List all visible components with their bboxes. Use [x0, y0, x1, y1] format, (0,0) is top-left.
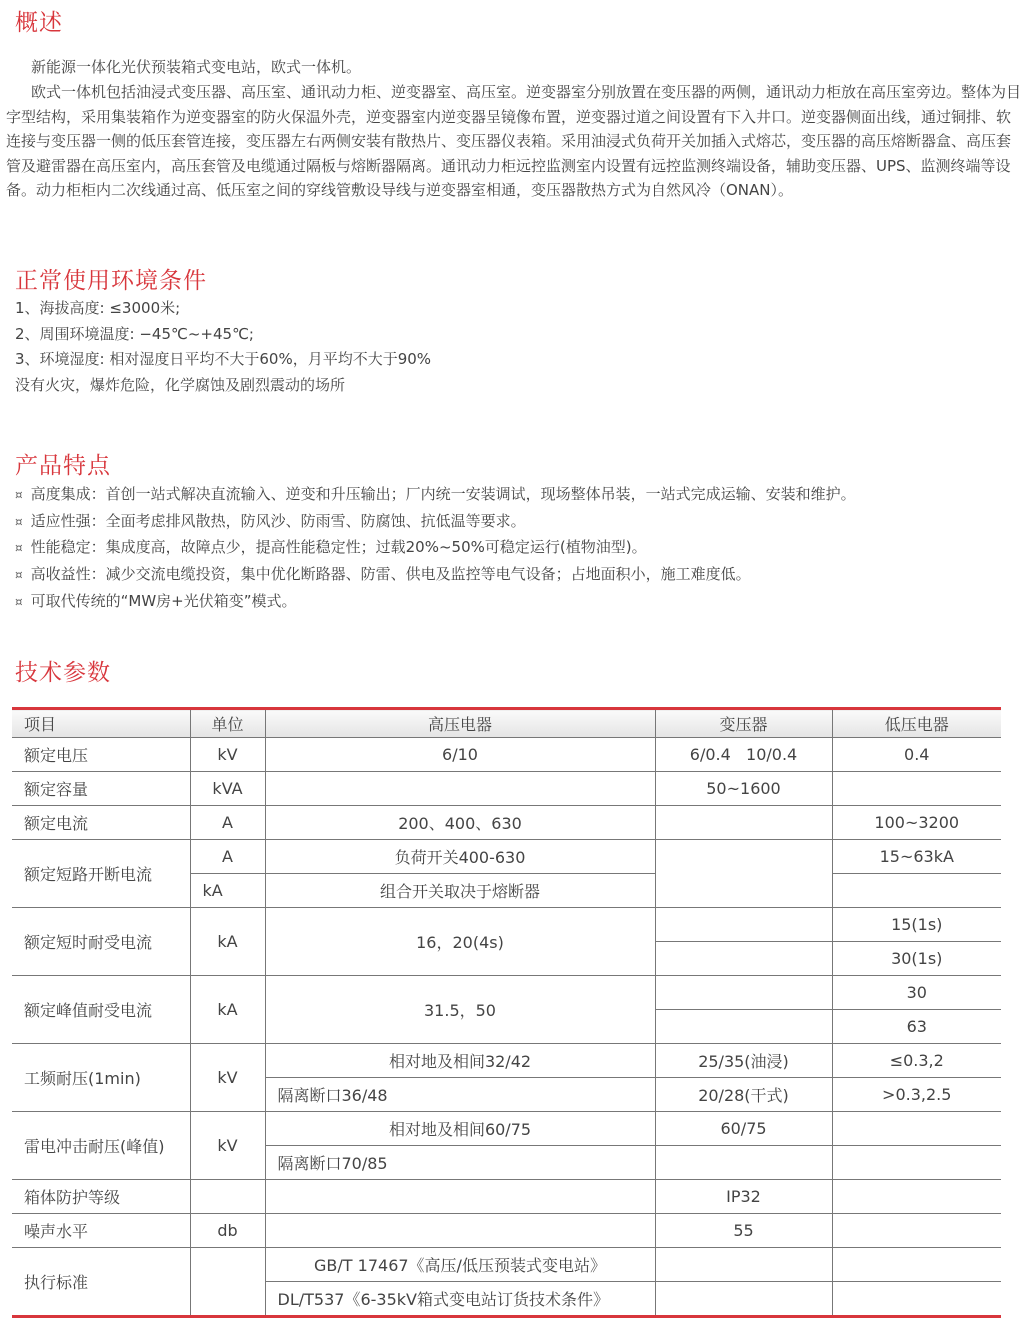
- table-cell: [655, 1146, 832, 1180]
- table-row: [12, 908, 1001, 942]
- table-cell: 项目: [12, 709, 190, 738]
- table-row: [12, 806, 1001, 840]
- table-cell: >0.3,2.5: [832, 1078, 1001, 1112]
- table-cell: [655, 806, 832, 840]
- table-cell: [832, 1112, 1001, 1146]
- table-cell: DL/T537《6-35kV箱式变电站订货技术条件》: [265, 1282, 655, 1317]
- table-cell: 工频耐压(1min): [12, 1044, 190, 1112]
- table-cell: db: [190, 1214, 265, 1248]
- table-cell: 60/75: [655, 1112, 832, 1146]
- table-cell: [655, 976, 832, 1010]
- env-item: 1、海拔高度: ≤3000米;: [15, 299, 181, 317]
- table-cell: 相对地及相间32/42: [265, 1044, 655, 1078]
- feature-item: ¤ 高收益性：减少交流电缆投资，集中优化断路器、防雷、供电及监控等电气设备；占地面积小，施工难度低。: [15, 565, 751, 584]
- bullet-icon: ¤: [15, 541, 23, 556]
- table-cell: 15(1s): [832, 908, 1001, 942]
- table-cell: [655, 942, 832, 976]
- table-row: [12, 1214, 1001, 1248]
- table-cell: kVA: [190, 772, 265, 806]
- table-cell: A: [190, 806, 265, 840]
- table-cell: [655, 1248, 832, 1282]
- table-cell: [265, 772, 655, 806]
- table-cell: 隔离断口36/48: [265, 1078, 655, 1112]
- table-cell: 额定电压: [12, 738, 190, 772]
- table-cell: [832, 1214, 1001, 1248]
- table-cell: 200、400、630: [265, 806, 655, 840]
- environment-list: [15, 296, 431, 398]
- feature-item: ¤ 性能稳定：集成度高，故障点少，提高性能稳定性；过载20%~50%可稳定运行(植物油型)。: [15, 538, 647, 557]
- bullet-icon: ¤: [15, 488, 23, 502]
- table-cell: 低压电器: [832, 709, 1001, 738]
- table-row: [12, 840, 1001, 874]
- table-cell: 噪声水平: [12, 1214, 190, 1248]
- table-row: [12, 1248, 1001, 1282]
- table-cell: 30(1s): [832, 942, 1001, 976]
- table-cell: kA: [190, 908, 265, 976]
- environment-heading: 正常使用环境条件: [15, 268, 207, 294]
- table-cell: 0.4: [832, 738, 1001, 772]
- env-item: 3、环境湿度: 相对湿度日平均不大于60%，月平均不大于90%: [15, 350, 432, 368]
- features-heading: 产品特点: [15, 453, 111, 479]
- overview-body: 欧式一体机包括油浸式变压器、高压室、通讯动力柜、逆变器室、高压室。逆变器室分别放置在变压器的两侧，通讯动力柜放在高压室旁边。整体为目字型结构，采用集装箱作为逆变器室的防火保温外壳，逆变器室内逆变器呈镜像布置，逆变器过道之间设置有下入井口。逆变器侧面出线，通过铜排、软连接与变压器一侧的低压套管连接，变压器左右两侧安装有散热片、变压器仪表箱。采用油浸式负荷开关加插入式熔芯，变压器的高压熔断器盒、高压套管及避雷器在高压室内，高压套管及电缆通过隔板与熔断器隔离。通讯动力柜远控监测室内设置有远控监测终端设备，辅助变压器、UPS、监测终端等设备。动力柜柜内二次线通过高、低压室之间的穿线管敷设导线与逆变器室相通，变压器散热方式为自然风冷（ONAN）。: [6, 83, 1022, 199]
- table-cell: 16，20(4s): [265, 908, 655, 976]
- table-cell: 20/28(干式): [655, 1078, 832, 1112]
- table-cell: 组合开关取决于熔断器: [265, 874, 655, 908]
- bullet-icon: ¤: [15, 594, 23, 609]
- table-cell: 相对地及相间60/75: [265, 1112, 655, 1146]
- overview-heading: 概述: [15, 10, 63, 36]
- table-row: [12, 976, 1001, 1010]
- table-cell: 25/35(油浸): [655, 1044, 832, 1078]
- table-cell: A: [190, 840, 265, 874]
- table-cell: 额定短时耐受电流: [12, 908, 190, 976]
- table-cell: kA: [190, 976, 265, 1044]
- table-cell: 箱体防护等级: [12, 1180, 190, 1214]
- features-list: [15, 482, 856, 616]
- table-cell: 6/0.4 10/0.4: [655, 738, 832, 772]
- table-cell: kV: [190, 1044, 265, 1112]
- table-cell: [832, 1248, 1001, 1282]
- table-cell: [832, 874, 1001, 908]
- table-cell: [655, 840, 832, 908]
- env-item: 没有火灾，爆炸危险，化学腐蚀及剧烈震动的场所: [15, 375, 346, 394]
- table-row: [12, 1112, 1001, 1146]
- table-cell: 额定容量: [12, 772, 190, 806]
- params-table: [12, 707, 1001, 1318]
- table-cell: 负荷开关400-630: [265, 840, 655, 874]
- overview-intro: 新能源一体化光伏预装箱式变电站，欧式一体机。: [31, 58, 362, 76]
- feature-item: ¤ 高度集成：首创一站式解决直流输入、逆变和升压输出；厂内统一安装调试，现场整体吊装，一站式完成运输、安装和维护。: [15, 485, 856, 503]
- table-cell: 100~3200: [832, 806, 1001, 840]
- table-row: [12, 738, 1001, 772]
- table-header: [12, 709, 1001, 738]
- table-cell: 雷电冲击耐压(峰值): [12, 1112, 190, 1180]
- table-cell: 55: [655, 1214, 832, 1248]
- table-cell: GB/T 17467《高压/低压预装式变电站》: [265, 1248, 655, 1282]
- env-item: 2、周围环境温度: −45℃~+45℃;: [15, 324, 254, 343]
- table-cell: [190, 1180, 265, 1214]
- feature-item: ¤ 可取代传统的“MW房+光伏箱变”模式。: [15, 591, 297, 610]
- table-cell: 高压电器: [265, 709, 655, 738]
- table-cell: 63: [832, 1010, 1001, 1044]
- table-cell: 额定峰值耐受电流: [12, 976, 190, 1044]
- table-cell: 隔离断口70/85: [265, 1146, 655, 1180]
- table-cell: [655, 1282, 832, 1317]
- table-cell: 变压器: [655, 709, 832, 738]
- feature-item: ¤ 适应性强：全面考虑排风散热，防风沙、防雨雪、防腐蚀、抗低温等要求。: [15, 511, 526, 530]
- table-cell: 执行标准: [12, 1248, 190, 1317]
- table-cell: [265, 1180, 655, 1214]
- table-cell: [832, 1282, 1001, 1317]
- table-cell: [265, 1214, 655, 1248]
- table-cell: [832, 1146, 1001, 1180]
- table-cell: [655, 1010, 832, 1044]
- bullet-icon: ¤: [15, 568, 23, 583]
- table-cell: kA: [190, 874, 265, 908]
- table-cell: 单位: [190, 709, 265, 738]
- params-heading: 技术参数: [15, 660, 111, 686]
- table-cell: 50~1600: [655, 772, 832, 806]
- table-cell: [832, 1180, 1001, 1214]
- table-row: [12, 1044, 1001, 1078]
- table-cell: 31.5，50: [265, 976, 655, 1044]
- table-cell: IP32: [655, 1180, 832, 1214]
- table-cell: 额定电流: [12, 806, 190, 840]
- table-cell: [832, 772, 1001, 806]
- table-cell: kV: [190, 738, 265, 772]
- table-row: [12, 1180, 1001, 1214]
- bullet-icon: ¤: [15, 514, 23, 529]
- table-cell: kV: [190, 1112, 265, 1180]
- table-row: [12, 772, 1001, 806]
- table-cell: 30: [832, 976, 1001, 1010]
- table-cell: ≤0.3,2: [832, 1044, 1001, 1078]
- table-cell: [190, 1248, 265, 1317]
- table-cell: 6/10: [265, 738, 655, 772]
- table-cell: 额定短路开断电流: [12, 840, 190, 908]
- table-cell: 15~63kA: [832, 840, 1001, 874]
- table-cell: [655, 908, 832, 942]
